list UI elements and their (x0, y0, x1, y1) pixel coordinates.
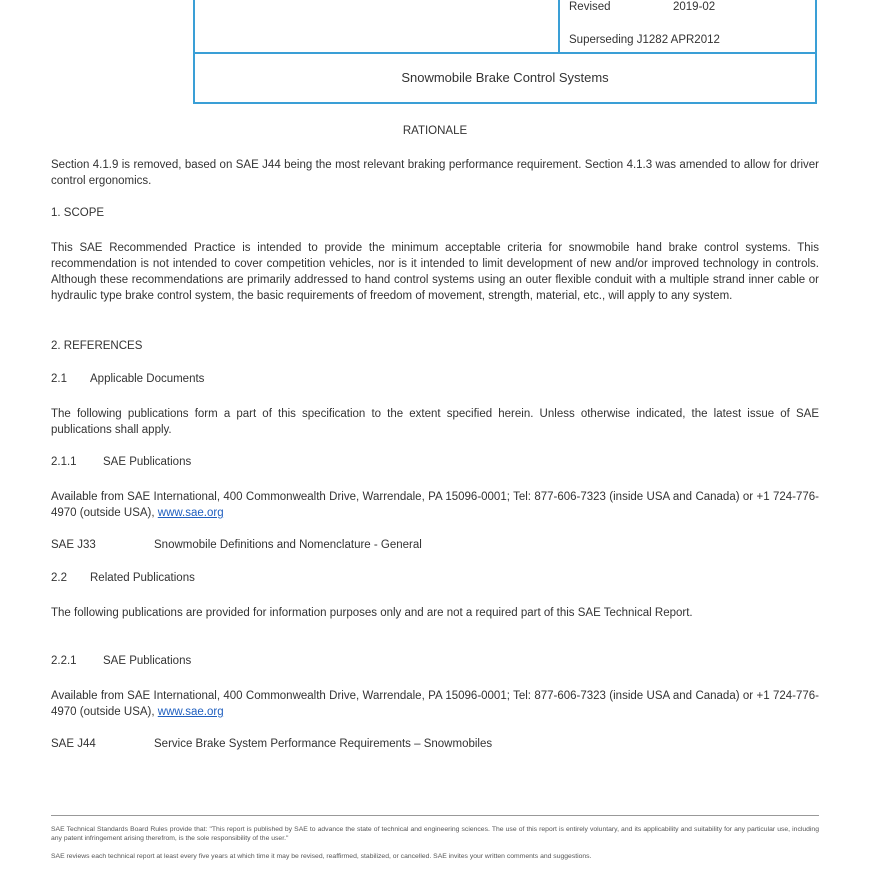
rationale-heading: RATIONALE (402, 125, 468, 137)
sae-availability-body-2: Available from SAE International, 400 Commonwealth Drive, Warrendale, PA 15096-0001; Tel: 877-606-7323 (inside USA and Canada) or +1 724-776-4970 (outside USA), (51, 690, 819, 718)
sae-website-link-2[interactable]: www.sae.org (157, 706, 224, 718)
reference-code: SAE J33 (51, 539, 96, 551)
reference-title: Service Brake System Performance Requirements – Snowmobiles (154, 738, 493, 750)
section-2-2-title: Related Publications (90, 572, 195, 584)
revised-date: 2019-02 (673, 1, 716, 13)
sae-availability-text-2 (51, 688, 819, 720)
section-2-2-1-title: SAE Publications (103, 655, 192, 667)
header-divider-vertical (558, 0, 560, 54)
applicable-documents-text: The following publications form a part of this specification to the extent specified herein. Unless otherwise indicated, the latest issue of SAE publications shall apply. (51, 408, 819, 436)
scope-heading: 1. SCOPE (51, 207, 105, 219)
reference-title: Snowmobile Definitions and Nomenclature - General (154, 539, 422, 551)
section-2-1-number: 2.1 (51, 373, 67, 385)
related-publications-text: The following publications are provided for information purposes only and are not a required part of this SAE Technical Report. (51, 607, 693, 619)
sae-availability-body-1: Available from SAE International, 400 Commonwealth Drive, Warrendale, PA 15096-0001; Tel: 877-606-7323 (inside USA and Canada) or +1 724-776-4970 (outside USA), (51, 491, 819, 519)
revised-label: Revised (569, 1, 611, 13)
references-heading: 2. REFERENCES (51, 340, 143, 352)
footer-notice-2: SAE reviews each technical report at least every five years at which time it may be revised, reaffirmed, stabilized, or cancelled. SAE invites your written comments and suggestions. (51, 853, 592, 860)
header-divider-horizontal (195, 52, 815, 54)
sae-availability-text-1 (51, 489, 819, 521)
footer-divider (51, 815, 819, 816)
section-2-1-1-title: SAE Publications (103, 456, 192, 468)
rationale-text: Section 4.1.9 is removed, based on SAE J44 being the most relevant braking performance requirement. Section 4.1.3 was amended to allow for driver control ergonomics. (51, 159, 819, 187)
section-2-2-number: 2.2 (51, 572, 67, 584)
section-2-1-title: Applicable Documents (90, 373, 205, 385)
superseding-note: Superseding J1282 APR2012 (569, 34, 720, 46)
reference-row-j33 (51, 539, 422, 551)
section-2-2-1-number: 2.2.1 (51, 655, 77, 667)
reference-code: SAE J44 (51, 738, 96, 750)
document-title: Snowmobile Brake Control Systems (401, 70, 609, 85)
section-2-1-1-number: 2.1.1 (51, 456, 77, 468)
document-header-box (193, 0, 817, 104)
footer-notice-1: SAE Technical Standards Board Rules provide that: "This report is published by SAE to advance the state of technical and engineering sciences. The use of this report is entirely voluntary, and its applicability and suitability for any particular use, including any patent infringement arising therefrom, is the sole responsibility of the user." (51, 826, 819, 842)
sae-website-link-1[interactable]: www.sae.org (157, 507, 224, 519)
reference-row-j44 (51, 738, 492, 750)
scope-text: This SAE Recommended Practice is intended to provide the minimum acceptable criteria for snowmobile hand brake control systems. This recommendation is not intended to cover competition vehicles, nor is it intended to limit development of new and/or improved technology in controls. Although these recommendations are primarily addressed to hand control systems using an outer flexible conduit with a multiple strand inner cable or hydraulic type brake control system, the basic requirements of freedom of movement, strength, material, etc., will apply to any system. (51, 242, 819, 302)
